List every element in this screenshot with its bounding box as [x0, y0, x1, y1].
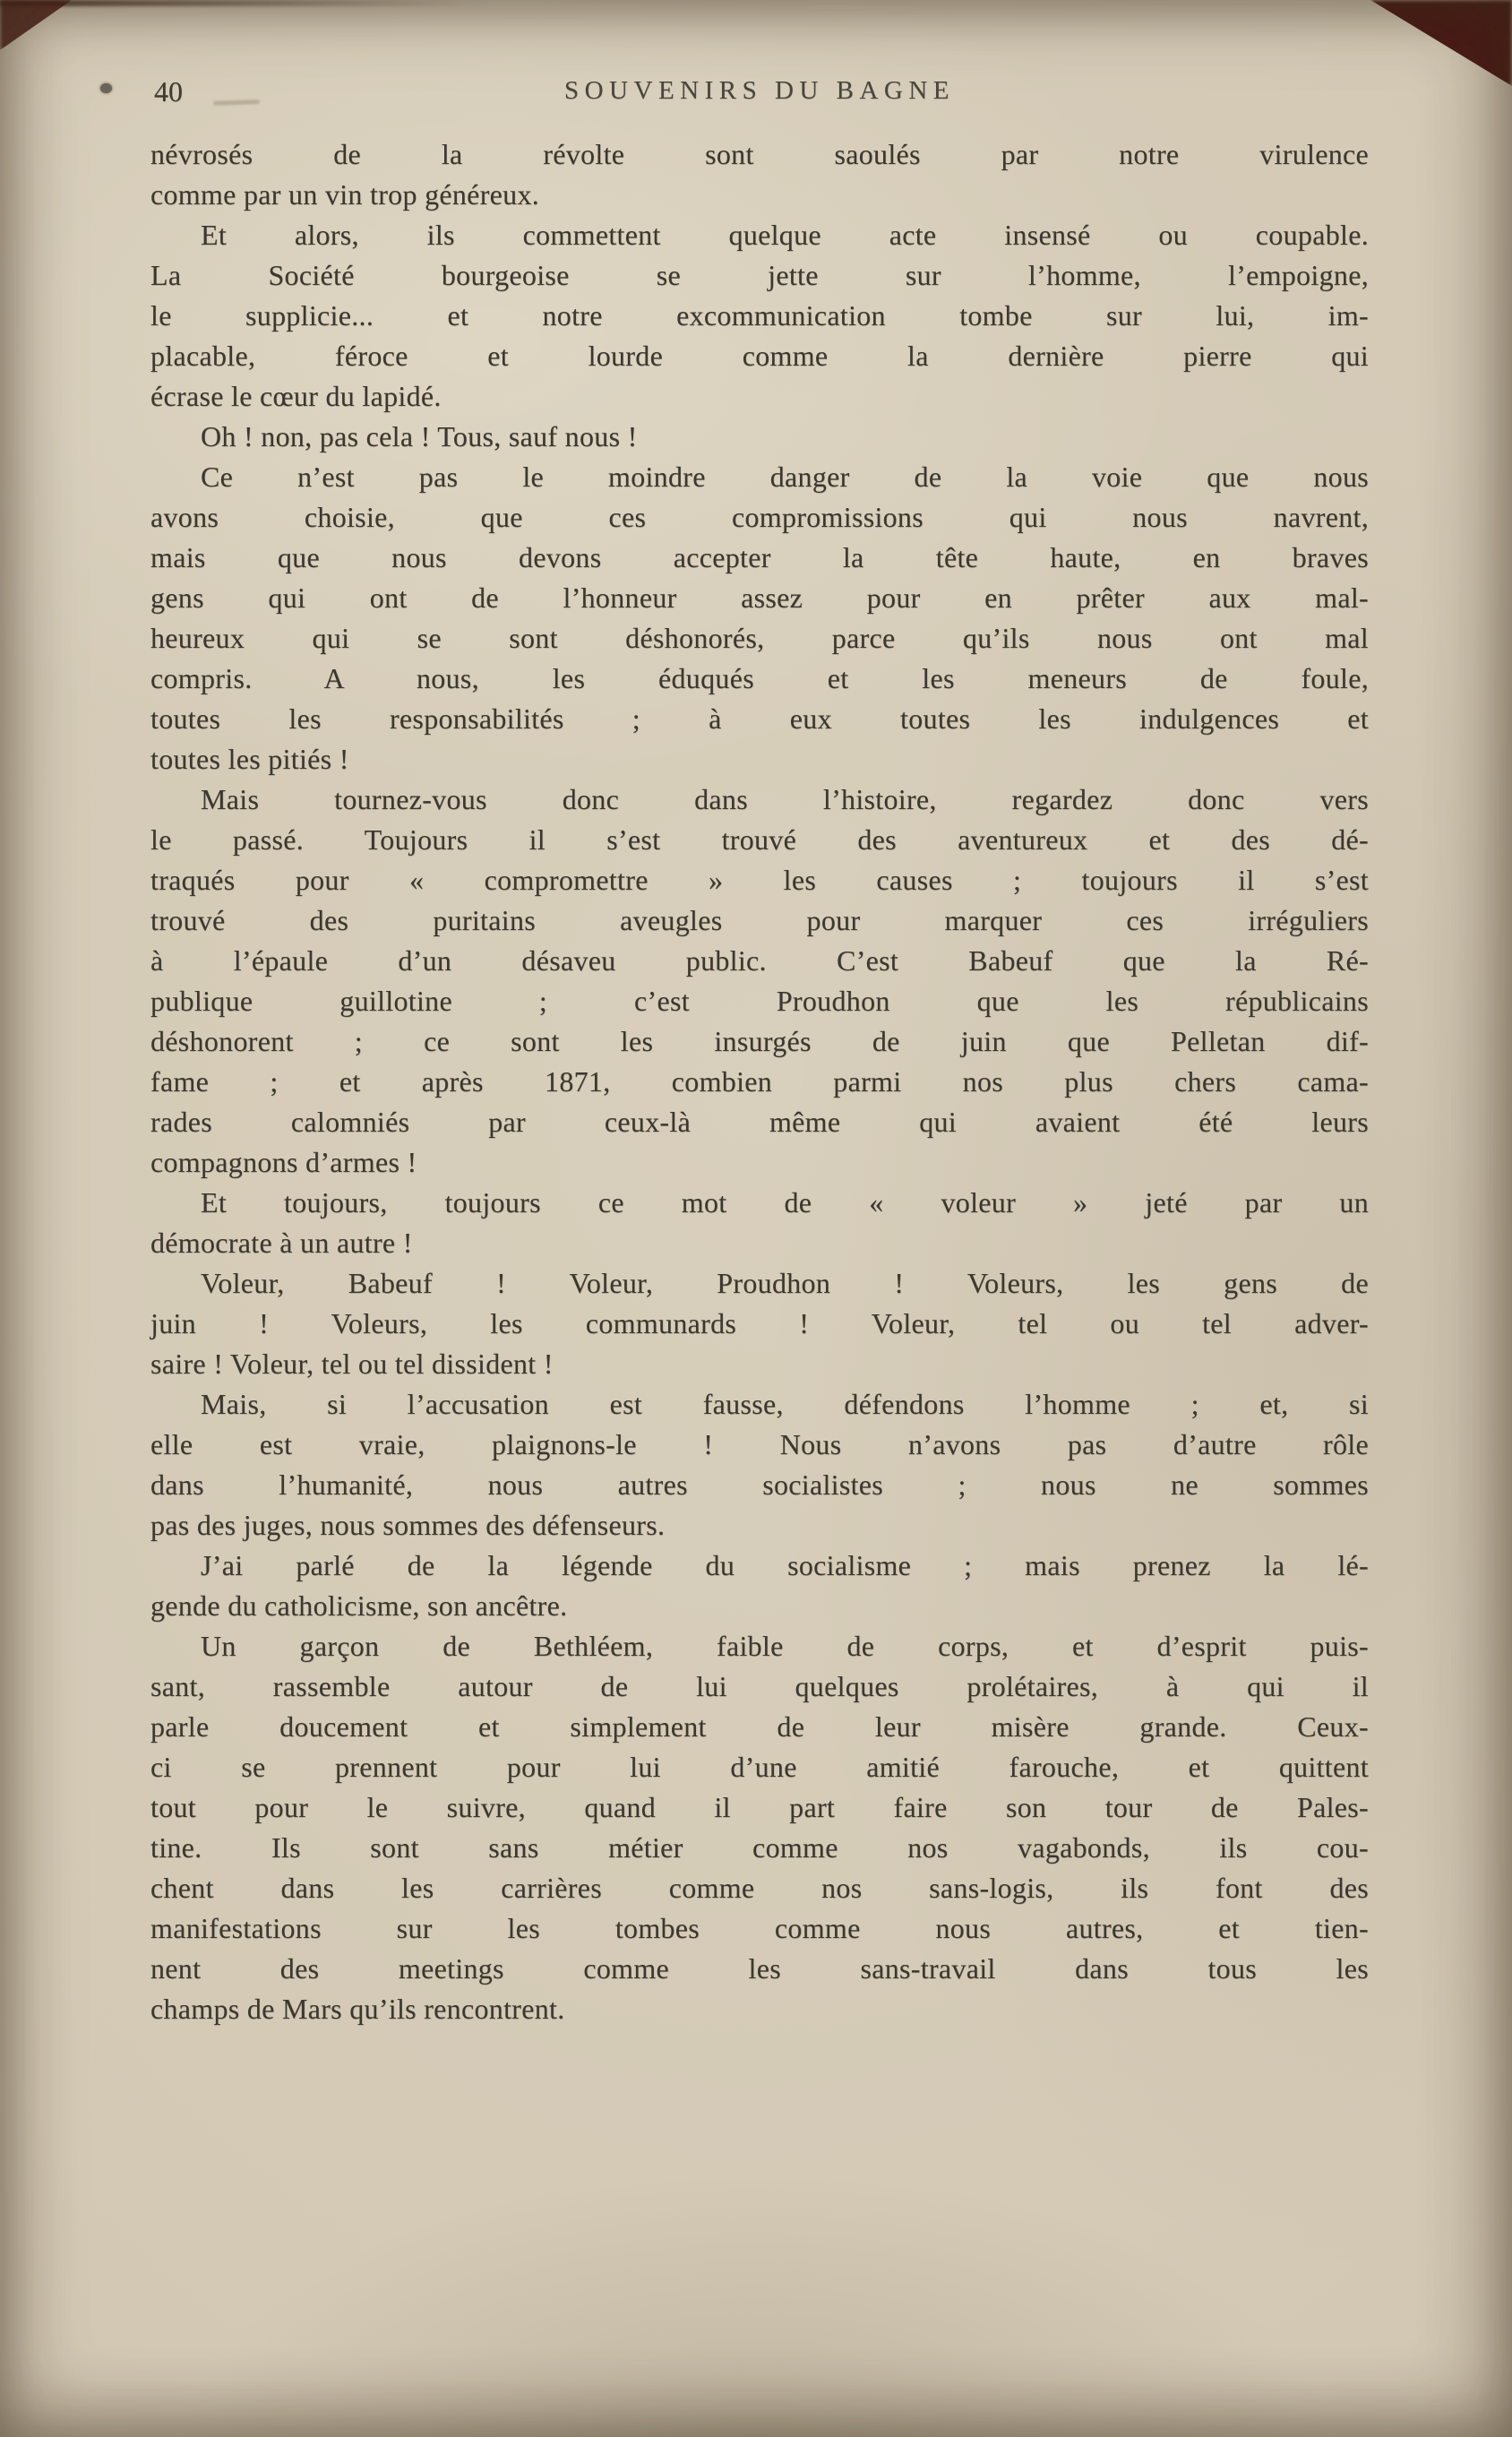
text-line: névrosés de la révolte sont saoulés par notre virulence — [150, 138, 1369, 170]
text-line: juin ! Voleurs, les communards ! Voleur, tel ou tel adver- — [150, 1307, 1369, 1339]
text-line: gens qui ont de l’honneur assez pour en prêter aux mal- — [150, 581, 1369, 614]
text-line: ci se prennent pour lui d’une amitié farouche, et quittent — [150, 1751, 1369, 1783]
text-line: placable, féroce et lourde comme la dernière pierre qui — [150, 340, 1369, 372]
text-line: compagnons d’armes ! — [150, 1146, 417, 1178]
page-header — [150, 73, 1369, 115]
text-line: trouvé des puritains aveugles pour marquer ces irréguliers — [150, 904, 1369, 936]
text-line: parle doucement et simplement de leur misère grande. Ceux- — [150, 1710, 1369, 1743]
text-line: publique guillotine ; c’est Proudhon que les républicains — [150, 985, 1369, 1017]
text-line: déshonorent ; ce sont les insurgés de juin que Pelletan dif- — [150, 1025, 1369, 1057]
text-line: fame ; et après 1871, combien parmi nos plus chers cama- — [150, 1065, 1369, 1098]
paragraph — [150, 1263, 1369, 1384]
text-line: traqués pour « compromettre » les causes ; toujours il s’est — [150, 864, 1369, 896]
text-line: elle est vraie, plaignons-le ! Nous n’avons pas d’autre rôle — [150, 1428, 1369, 1460]
text-line: compris. A nous, les éduqués et les meneurs de foule, — [150, 662, 1369, 694]
text-line: mais que nous devons accepter la tête haute, en braves — [150, 541, 1369, 573]
text-line: démocrate à un autre ! — [150, 1227, 413, 1259]
paragraph — [150, 1183, 1369, 1263]
paragraph — [150, 779, 1369, 1183]
paragraph — [150, 457, 1369, 779]
paragraph — [150, 1384, 1369, 1546]
text-line: avons choisie, que ces compromissions qui nous navrent, — [150, 501, 1369, 533]
text-line: sant, rassemble autour de lui quelques prolétaires, à qui il — [150, 1670, 1369, 1702]
paragraph — [150, 134, 1369, 215]
page-number: 40 — [154, 75, 183, 108]
ink-speck — [100, 83, 112, 93]
text-line: le supplicie... et notre excommunication tombe sur lui, im- — [150, 299, 1369, 332]
paragraph — [150, 215, 1369, 417]
text-line: toutes les responsabilités ; à eux toutes les indulgences et — [150, 702, 1369, 735]
text-line: Et alors, ils commettent quelque acte insensé ou coupable. — [201, 219, 1369, 251]
text-line: La Société bourgeoise se jette sur l’homme, l’empoigne, — [150, 259, 1369, 291]
text-line: chent dans les carrières comme nos sans-logis, ils font des — [150, 1872, 1369, 1904]
text-line: Voleur, Babeuf ! Voleur, Proudhon ! Voleurs, les gens de — [201, 1267, 1369, 1299]
text-line: J’ai parlé de la légende du socialisme ; mais prenez la lé- — [201, 1549, 1369, 1581]
text-line: gende du catholicisme, son ancêtre. — [150, 1589, 568, 1622]
text-line: saire ! Voleur, tel ou tel dissident ! — [150, 1348, 554, 1380]
text-line: pas des juges, nous sommes des défenseurs. — [150, 1509, 666, 1541]
paragraph — [150, 1546, 1369, 1626]
text-block — [150, 134, 1369, 2029]
text-line: dans l’humanité, nous autres socialistes ; nous ne sommes — [150, 1468, 1369, 1501]
text-line: heureux qui se sont déshonorés, parce qu’ils nous ont mal — [150, 622, 1369, 654]
scan-artifact-top-left-corner — [0, 0, 72, 50]
text-line: tine. Ils sont sans métier comme nos vagabonds, ils cou- — [150, 1831, 1369, 1864]
text-line: Ce n’est pas le moindre danger de la voie que nous — [201, 461, 1369, 493]
text-line: à l’épaule d’un désaveu public. C’est Babeuf que la Ré- — [150, 944, 1369, 977]
text-line: champs de Mars qu’ils rencontrent. — [150, 1993, 565, 2025]
text-line: tout pour le suivre, quand il part faire son tour de Pales- — [150, 1791, 1369, 1823]
text-line: nent des meetings comme les sans-travail dans tous les — [150, 1952, 1369, 1985]
text-line: Et toujours, toujours ce mot de « voleur » jeté par un — [201, 1186, 1369, 1218]
running-title: SOUVENIRS DU BAGNE — [563, 76, 955, 105]
text-line: Mais, si l’accusation est fausse, défendons l’homme ; et, si — [201, 1388, 1369, 1420]
text-line: toutes les pitiés ! — [150, 743, 349, 775]
scan-artifact-top-right-corner — [1370, 0, 1512, 86]
text-line: le passé. Toujours il s’est trouvé des aventureux et des dé- — [150, 823, 1369, 856]
text-line: comme par un vin trop généreux. — [150, 178, 540, 211]
text-line: rades calomniés par ceux-là même qui avaient été leurs — [150, 1106, 1369, 1138]
paragraph — [150, 417, 1369, 457]
text-line: manifestations sur les tombes comme nous autres, et tien- — [150, 1912, 1369, 1944]
text-line: Un garçon de Bethléem, faible de corps, et d’esprit puis- — [201, 1630, 1369, 1662]
paragraph — [150, 1626, 1369, 2029]
text-line: Oh ! non, pas cela ! Tous, sauf nous ! — [201, 420, 638, 452]
text-line: écrase le cœur du lapidé. — [150, 380, 442, 412]
text-line: Mais tournez-vous donc dans l’histoire, regardez donc vers — [201, 783, 1369, 815]
